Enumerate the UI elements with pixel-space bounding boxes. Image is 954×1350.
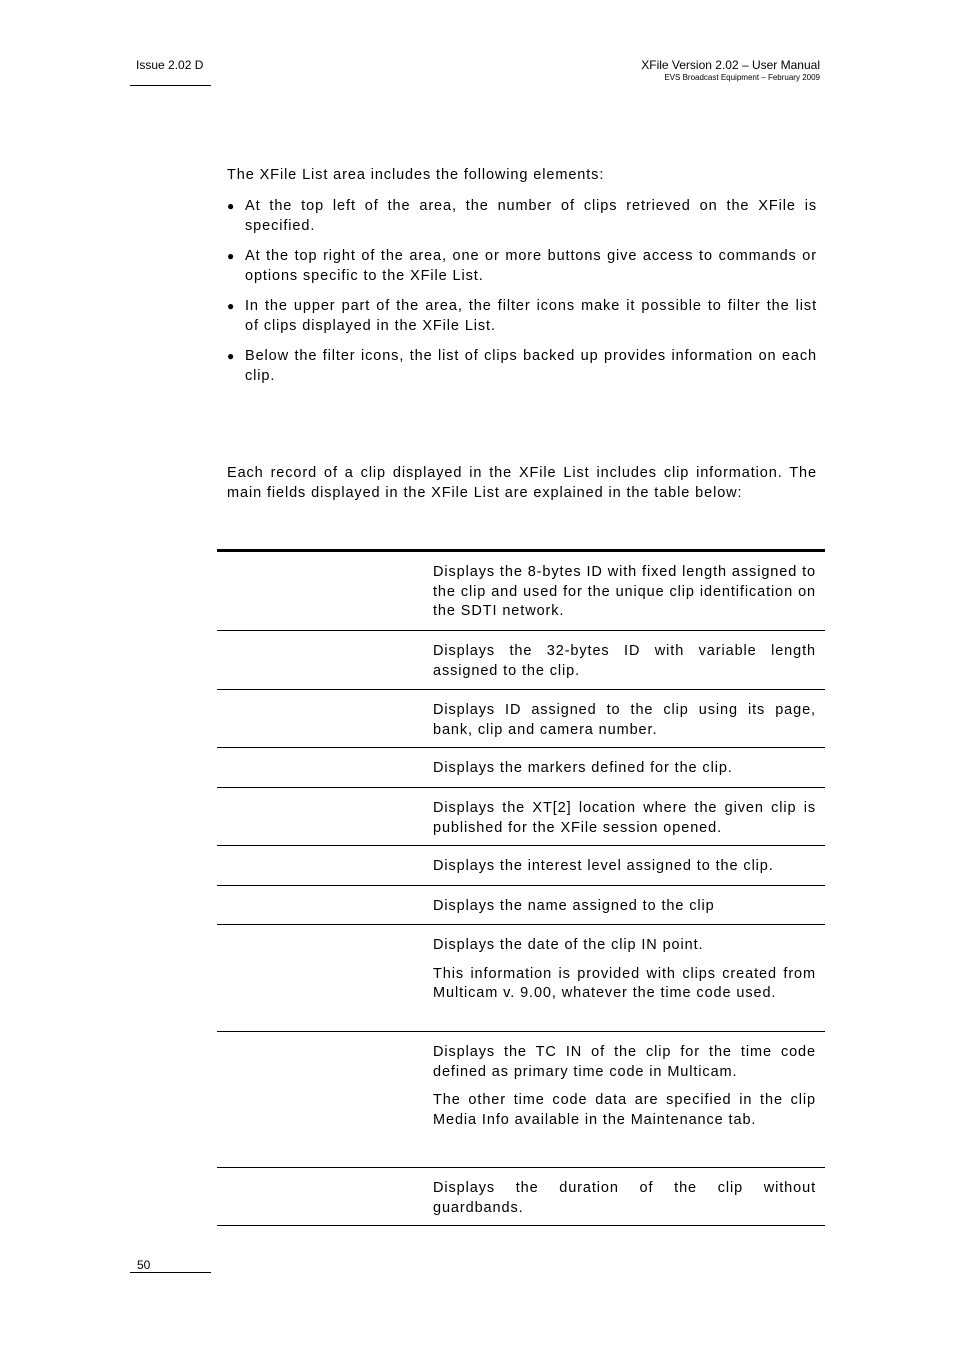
row-description: Displays the XT[2] location where the given clip is published for the XFile session opened. [433, 800, 816, 836]
row-description: Displays the 8-bytes ID with fixed length assigned to the clip and used for the unique clip identification on the SDTI network. [433, 564, 816, 619]
bullet-text: At the top left of the area, the number of clips retrieved on the XFile is specified. [245, 198, 817, 234]
table-row [217, 552, 825, 631]
bullet-icon: ● [227, 349, 236, 363]
table-row [217, 690, 825, 748]
table-row [217, 748, 825, 788]
table-row [217, 788, 825, 846]
bullet-list [227, 197, 817, 397]
table-row [217, 886, 825, 925]
bullet-item [227, 297, 817, 336]
row-description: Displays ID assigned to the clip using its page, bank, clip and camera number. [433, 702, 816, 738]
row-description: Displays the duration of the clip without guardbands. [433, 1180, 816, 1216]
table-row [217, 1168, 825, 1226]
bullet-item [227, 347, 817, 386]
intro-paragraph: The XFile List area includes the following elements: [227, 167, 605, 183]
bullet-item [227, 247, 817, 286]
table-row [217, 631, 825, 690]
bullet-text: In the upper part of the area, the filter icons make it possible to filter the list of clips displayed in the XFile List. [245, 298, 817, 334]
header-title: XFile Version 2.02 – User Manual [641, 58, 820, 72]
bullet-icon: ● [227, 249, 236, 263]
header-right [641, 58, 820, 82]
bullet-icon: ● [227, 199, 236, 213]
bullet-icon: ● [227, 299, 236, 313]
row-description: Displays the TC IN of the clip for the time code defined as primary time code in Multicam. The other time code data are specified in the clip Media Info available in the Maintenance tab. [433, 1044, 816, 1128]
row-description: Displays the date of the clip IN point. This information is provided with clips created from Multicam v. 9.00, whatever the time code used. [433, 937, 816, 1001]
row-description: Displays the interest level assigned to the clip. [433, 858, 774, 874]
bullet-item [227, 197, 817, 236]
row-description: Displays the name assigned to the clip [433, 898, 715, 914]
row-description: Displays the markers defined for the clip. [433, 760, 733, 776]
bullet-text: Below the filter icons, the list of clips backed up provides information on each clip. [245, 348, 817, 384]
table-intro-paragraph: Each record of a clip displayed in the XFile List includes clip information. The main fields displayed in the XFile List are explained in the table below: [227, 465, 817, 501]
table-row [217, 925, 825, 1032]
bullet-text: At the top right of the area, one or more buttons give access to commands or options specific to the XFile List. [245, 248, 817, 284]
row-description: Displays the 32-bytes ID with variable length assigned to the clip. [433, 643, 816, 679]
table-row [217, 846, 825, 886]
header-rule [130, 85, 211, 86]
table-row [217, 1032, 825, 1168]
footer-rule [130, 1272, 211, 1273]
header-subtitle: EVS Broadcast Equipment – February 2009 [664, 73, 820, 82]
page-number: 50 [137, 1258, 151, 1272]
header-issue: Issue 2.02 D [136, 58, 204, 72]
